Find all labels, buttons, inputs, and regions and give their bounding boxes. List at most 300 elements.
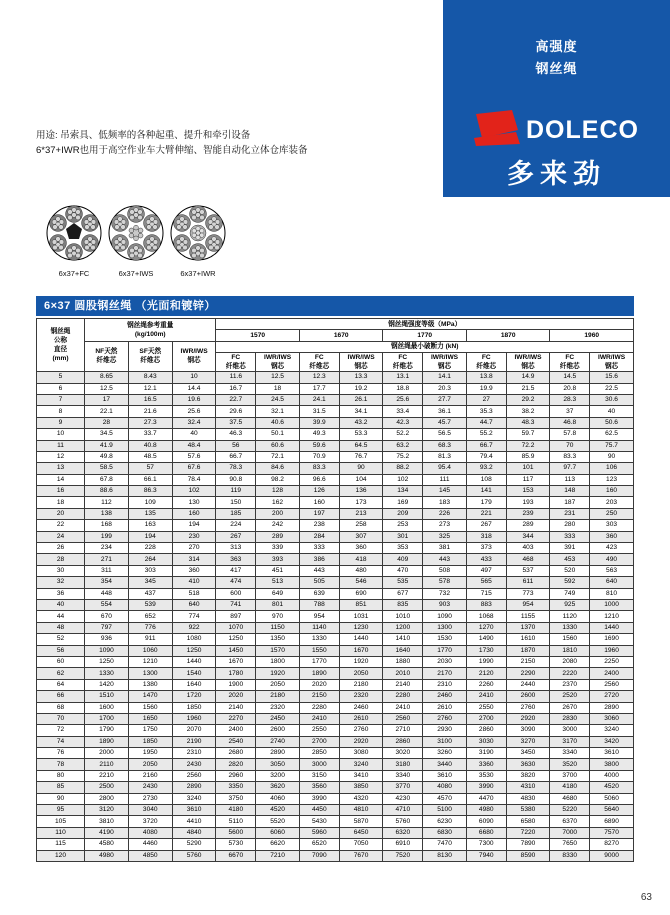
section-title: 6×37 圆股钢丝绳 （光面和镀锌）	[36, 296, 634, 316]
table-cell: 936	[85, 634, 129, 645]
table-row	[37, 474, 634, 485]
header-fc-l1: FC	[314, 354, 324, 362]
table-cell: 4180	[550, 782, 590, 793]
table-cell: 2860	[466, 725, 506, 736]
table-cell: 1550	[299, 645, 339, 656]
table-cell: 111	[423, 474, 467, 485]
table-cell: 773	[506, 588, 550, 599]
header-diameter-l4: (mm)	[52, 355, 69, 363]
table-cell: 3610	[590, 748, 634, 759]
table-cell: 5960	[299, 827, 339, 838]
table-cell: 24.1	[299, 394, 339, 405]
table-cell: 3820	[506, 770, 550, 781]
table-cell: 3530	[466, 770, 506, 781]
table-cell: 289	[256, 531, 300, 542]
cell-diameter: 28	[37, 554, 85, 565]
table-cell: 451	[256, 565, 300, 576]
header-iwr-l1: IWR/IWS	[347, 354, 375, 362]
table-cell: 2550	[466, 702, 506, 713]
table-cell: 2110	[85, 759, 129, 770]
table-cell: 8.65	[85, 372, 129, 383]
table-cell: 8270	[590, 839, 634, 850]
table-cell: 1510	[85, 691, 129, 702]
table-row	[37, 531, 634, 542]
table-row	[37, 850, 634, 861]
table-cell: 2430	[172, 759, 216, 770]
table-cell: 417	[216, 565, 256, 576]
header-iwr-l2: 钢芯	[604, 363, 619, 371]
table-cell: 160	[590, 486, 634, 497]
table-cell: 5060	[590, 793, 634, 804]
table-cell: 2250	[590, 656, 634, 667]
table-cell: 30.6	[590, 394, 634, 405]
table-cell: 26.1	[339, 394, 383, 405]
table-cell: 3610	[423, 770, 467, 781]
table-cell: 1640	[383, 645, 423, 656]
table-cell: 3810	[85, 816, 129, 827]
table-cell: 1080	[172, 634, 216, 645]
brand-title-line2: 钢丝绳	[535, 61, 578, 76]
table-cell: 2740	[256, 736, 300, 747]
table-cell: 639	[299, 588, 339, 599]
table-row	[37, 656, 634, 667]
table-cell: 31.5	[299, 406, 339, 417]
table-cell: 70	[550, 440, 590, 451]
table-cell: 4080	[128, 827, 172, 838]
header-fc-l2: 纤维芯	[225, 363, 246, 371]
table-cell: 2720	[590, 691, 634, 702]
table-cell: 213	[339, 508, 383, 519]
table-cell: 3020	[383, 748, 423, 759]
table-cell: 2760	[339, 725, 383, 736]
table-row	[37, 725, 634, 736]
table-cell: 345	[128, 577, 172, 588]
table-cell: 2310	[172, 748, 216, 759]
table-cell: 1210	[590, 611, 634, 622]
cell-diameter: 12	[37, 451, 85, 462]
table-cell: 5110	[216, 816, 256, 827]
table-cell: 2610	[423, 702, 467, 713]
table-cell: 136	[339, 486, 383, 497]
table-cell: 6910	[383, 839, 423, 850]
table-cell: 970	[256, 611, 300, 622]
table-cell: 25.6	[383, 394, 423, 405]
table-cell: 2370	[550, 679, 590, 690]
table-cell: 2560	[590, 679, 634, 690]
table-cell: 1570	[256, 645, 300, 656]
table-cell: 19.6	[172, 394, 216, 405]
table-cell: 221	[466, 508, 506, 519]
cell-diameter: 30	[37, 565, 85, 576]
table-cell: 126	[299, 486, 339, 497]
table-row	[37, 611, 634, 622]
table-cell: 1150	[256, 622, 300, 633]
table-cell: 732	[423, 588, 467, 599]
table-cell: 18.8	[383, 383, 423, 394]
table-cell: 2450	[256, 713, 300, 724]
table-cell: 4460	[128, 839, 172, 850]
table-cell: 32.1	[256, 406, 300, 417]
header-fc-1570	[216, 353, 256, 372]
table-cell: 284	[299, 531, 339, 542]
table-cell: 303	[590, 520, 634, 531]
table-cell: 49.3	[299, 429, 339, 440]
table-cell: 1210	[128, 656, 172, 667]
cell-diameter: 32	[37, 577, 85, 588]
table-cell: 141	[466, 486, 506, 497]
table-cell: 333	[550, 531, 590, 542]
table-cell: 197	[299, 508, 339, 519]
table-cell: 17.7	[299, 383, 339, 394]
table-row	[37, 429, 634, 440]
table-cell: 1750	[128, 725, 172, 736]
table-cell: 160	[299, 497, 339, 508]
cell-diameter: 62	[37, 668, 85, 679]
table-cell: 22.1	[85, 406, 129, 417]
table-cell: 7940	[466, 850, 506, 861]
table-cell: 5380	[506, 805, 550, 816]
table-cell: 101	[506, 463, 550, 474]
table-cell: 20.8	[550, 383, 590, 394]
table-cell: 66.1	[128, 474, 172, 485]
table-cell: 3100	[423, 736, 467, 747]
table-cell: 43.2	[339, 417, 383, 428]
table-cell: 40.6	[256, 417, 300, 428]
brand-panel	[443, 0, 670, 197]
table-cell: 925	[550, 599, 590, 610]
table-cell: 1610	[506, 634, 550, 645]
table-cell: 270	[172, 543, 216, 554]
cell-diameter: 7	[37, 394, 85, 405]
table-cell: 5640	[590, 805, 634, 816]
table-cell: 55.2	[466, 429, 506, 440]
table-cell: 6890	[590, 816, 634, 827]
header-weight-iwr-l2: 钢芯	[187, 357, 201, 365]
table-cell: 3720	[128, 816, 172, 827]
table-cell: 3620	[256, 782, 300, 793]
cell-diameter: 18	[37, 497, 85, 508]
table-cell: 27.3	[128, 417, 172, 428]
table-cell: 3040	[128, 805, 172, 816]
table-cell: 7670	[339, 850, 383, 861]
table-cell: 1450	[216, 645, 256, 656]
table-cell: 1690	[590, 634, 634, 645]
table-cell: 954	[299, 611, 339, 622]
table-cell: 67.6	[172, 463, 216, 474]
table-cell: 183	[423, 497, 467, 508]
table-cell: 1330	[550, 622, 590, 633]
table-cell: 8.43	[128, 372, 172, 383]
table-cell: 1155	[506, 611, 550, 622]
table-row	[37, 748, 634, 759]
table-cell: 2850	[299, 748, 339, 759]
table-cell: 5730	[216, 839, 256, 850]
table-cell: 95.4	[423, 463, 467, 474]
cell-diameter: 110	[37, 827, 85, 838]
table-cell: 1490	[466, 634, 506, 645]
table-cell: 4830	[506, 793, 550, 804]
table-cell: 128	[256, 486, 300, 497]
table-cell: 4410	[172, 816, 216, 827]
header-grade-1960: 1960	[550, 330, 634, 341]
cell-diameter: 56	[37, 645, 85, 656]
table-cell: 7650	[550, 839, 590, 850]
table-cell: 6370	[550, 816, 590, 827]
table-row	[37, 565, 634, 576]
table-cell: 2050	[339, 668, 383, 679]
table-cell: 2540	[216, 736, 256, 747]
table-cell: 2070	[172, 725, 216, 736]
table-cell: 1068	[466, 611, 506, 622]
table-cell: 3260	[423, 748, 467, 759]
header-weight-l2: (kg/100m)	[134, 330, 166, 338]
table-cell: 592	[550, 577, 590, 588]
table-cell: 1420	[85, 679, 129, 690]
header-weight-l1: 钢丝绳参考重量	[127, 321, 174, 329]
table-cell: 4320	[339, 793, 383, 804]
table-cell: 2020	[216, 691, 256, 702]
table-cell: 1770	[299, 656, 339, 667]
table-cell: 1380	[128, 679, 172, 690]
table-cell: 4060	[256, 793, 300, 804]
table-cell: 4570	[423, 793, 467, 804]
table-cell: 313	[216, 543, 256, 554]
table-row	[37, 577, 634, 588]
table-cell: 3000	[550, 725, 590, 736]
table-cell: 3190	[466, 748, 506, 759]
table-cell: 75.2	[383, 451, 423, 462]
table-cell: 44.7	[466, 417, 506, 428]
table-cell: 1720	[172, 691, 216, 702]
table-cell: 24.5	[256, 394, 300, 405]
header-iwr-l1: IWR/IWS	[264, 354, 292, 362]
table-cell: 11.6	[216, 372, 256, 383]
table-cell: 2700	[299, 736, 339, 747]
table-cell: 4680	[550, 793, 590, 804]
table-cell: 34.5	[85, 429, 129, 440]
table-cell: 130	[172, 497, 216, 508]
table-cell: 1730	[466, 645, 506, 656]
table-cell: 78.4	[172, 474, 216, 485]
table-cell: 5430	[299, 816, 339, 827]
table-cell: 41.9	[85, 440, 129, 451]
table-cell: 2670	[550, 702, 590, 713]
table-cell: 448	[85, 588, 129, 599]
table-cell: 381	[423, 543, 467, 554]
table-cell: 5520	[256, 816, 300, 827]
table-cell: 1890	[85, 736, 129, 747]
table-cell: 2320	[339, 691, 383, 702]
header-iwr-l2: 钢芯	[270, 363, 285, 371]
table-cell: 72.2	[506, 440, 550, 451]
table-cell: 4180	[216, 805, 256, 816]
table-cell: 12.3	[299, 372, 339, 383]
table-cell: 5220	[550, 805, 590, 816]
table-cell: 2190	[172, 736, 216, 747]
table-cell: 3360	[466, 759, 506, 770]
table-cell: 113	[550, 474, 590, 485]
table-cell: 27.7	[423, 394, 467, 405]
table-cell: 4850	[128, 850, 172, 861]
header-grade-1770: 1770	[383, 330, 466, 341]
header-weight-sf-l2: 纤维芯	[140, 357, 161, 365]
cell-diameter: 52	[37, 634, 85, 645]
table-cell: 2890	[172, 782, 216, 793]
table-cell: 4980	[466, 805, 506, 816]
table-cell: 79.4	[466, 451, 506, 462]
table-cell: 1920	[339, 656, 383, 667]
table-cell: 360	[172, 565, 216, 576]
table-cell: 1230	[339, 622, 383, 633]
table-cell: 4810	[339, 805, 383, 816]
table-cell: 2800	[85, 793, 129, 804]
table-cell: 360	[590, 531, 634, 542]
table-cell: 520	[550, 565, 590, 576]
table-cell: 18	[256, 383, 300, 394]
header-grade-1870: 1870	[466, 330, 549, 341]
table-row	[37, 736, 634, 747]
rope-cross-section-icon	[108, 205, 164, 261]
table-cell: 2010	[383, 668, 423, 679]
table-cell: 6620	[256, 839, 300, 850]
cell-diameter: 48	[37, 622, 85, 633]
table-cell: 253	[383, 520, 423, 531]
table-cell: 53.3	[339, 429, 383, 440]
cell-diameter: 11	[37, 440, 85, 451]
table-row	[37, 451, 634, 462]
table-cell: 32.4	[172, 417, 216, 428]
table-cell: 267	[216, 531, 256, 542]
table-cell: 307	[339, 531, 383, 542]
table-row	[37, 486, 634, 497]
table-row	[37, 554, 634, 565]
table-cell: 6060	[256, 827, 300, 838]
table-cell: 3990	[466, 782, 506, 793]
header-fc-l2: 纤维芯	[392, 363, 413, 371]
table-cell: 98.2	[256, 474, 300, 485]
usage-text	[36, 128, 426, 158]
table-row	[37, 839, 634, 850]
header-fc-1870	[466, 353, 506, 372]
table-cell: 40.8	[128, 440, 172, 451]
table-cell: 6320	[383, 827, 423, 838]
table-cell: 715	[466, 588, 506, 599]
spec-table	[36, 318, 634, 862]
header-weight-nf-l2: 纤维芯	[96, 357, 117, 365]
table-cell: 897	[216, 611, 256, 622]
table-cell: 2310	[423, 679, 467, 690]
table-cell: 1560	[128, 702, 172, 713]
table-cell: 1330	[85, 668, 129, 679]
table-cell: 2280	[383, 691, 423, 702]
cell-diameter: 76	[37, 748, 85, 759]
table-cell: 59.6	[299, 440, 339, 451]
table-cell: 2220	[550, 668, 590, 679]
table-cell: 2270	[216, 713, 256, 724]
table-cell: 258	[339, 520, 383, 531]
table-cell: 3170	[550, 736, 590, 747]
table-cell: 1470	[128, 691, 172, 702]
table-cell: 1670	[339, 645, 383, 656]
table-cell: 8590	[506, 850, 550, 861]
table-cell: 66.7	[216, 451, 256, 462]
table-cell: 119	[216, 486, 256, 497]
header-fc-l2: 纤维芯	[476, 363, 497, 371]
table-cell: 88.6	[85, 486, 129, 497]
table-cell: 1250	[216, 634, 256, 645]
table-cell: 3270	[506, 736, 550, 747]
table-cell: 1200	[383, 622, 423, 633]
table-cell: 102	[172, 486, 216, 497]
table-cell: 6230	[423, 816, 467, 827]
table-cell: 314	[172, 554, 216, 565]
table-cell: 36.1	[423, 406, 467, 417]
table-cell: 3340	[383, 770, 423, 781]
table-cell: 3060	[590, 713, 634, 724]
table-cell: 453	[550, 554, 590, 565]
table-cell: 39.9	[299, 417, 339, 428]
table-cell: 5760	[383, 816, 423, 827]
table-cell: 4580	[85, 839, 129, 850]
table-cell: 13.8	[466, 372, 506, 383]
table-cell: 52.2	[383, 429, 423, 440]
header-iwr-1870	[506, 353, 550, 372]
table-cell: 230	[172, 531, 216, 542]
table-cell: 6680	[466, 827, 506, 838]
table-cell: 2000	[85, 748, 129, 759]
table-row	[37, 497, 634, 508]
table-cell: 63.2	[383, 440, 423, 451]
table-cell: 153	[506, 486, 550, 497]
table-cell: 194	[172, 520, 216, 531]
table-cell: 2140	[216, 702, 256, 713]
table-cell: 14.5	[550, 372, 590, 383]
table-cell: 1250	[85, 656, 129, 667]
table-row	[37, 782, 634, 793]
table-cell: 267	[466, 520, 506, 531]
table-cell: 2160	[128, 770, 172, 781]
table-cell: 106	[590, 463, 634, 474]
table-cell: 234	[85, 543, 129, 554]
table-cell: 5100	[423, 805, 467, 816]
table-cell: 480	[339, 565, 383, 576]
table-cell: 2050	[256, 679, 300, 690]
table-cell: 3770	[383, 782, 423, 793]
cell-diameter: 70	[37, 713, 85, 724]
cell-diameter: 22	[37, 520, 85, 531]
cell-diameter: 66	[37, 691, 85, 702]
table-cell: 535	[383, 577, 423, 588]
table-cell: 19.2	[339, 383, 383, 394]
table-cell: 3630	[506, 759, 550, 770]
table-cell: 238	[299, 520, 339, 531]
cell-diameter: 36	[37, 588, 85, 599]
table-cell: 3000	[299, 759, 339, 770]
table-cell: 85.9	[506, 451, 550, 462]
table-cell: 652	[128, 611, 172, 622]
table-cell: 2400	[590, 668, 634, 679]
table-cell: 8130	[423, 850, 467, 861]
table-cell: 443	[299, 565, 339, 576]
table-cell: 49.8	[85, 451, 129, 462]
table-cell: 1870	[506, 645, 550, 656]
table-row	[37, 691, 634, 702]
table-cell: 2760	[423, 713, 467, 724]
header-diameter-l2: 公称	[53, 337, 68, 345]
table-cell: 1120	[550, 611, 590, 622]
table-cell: 2600	[256, 725, 300, 736]
table-cell: 409	[383, 554, 423, 565]
